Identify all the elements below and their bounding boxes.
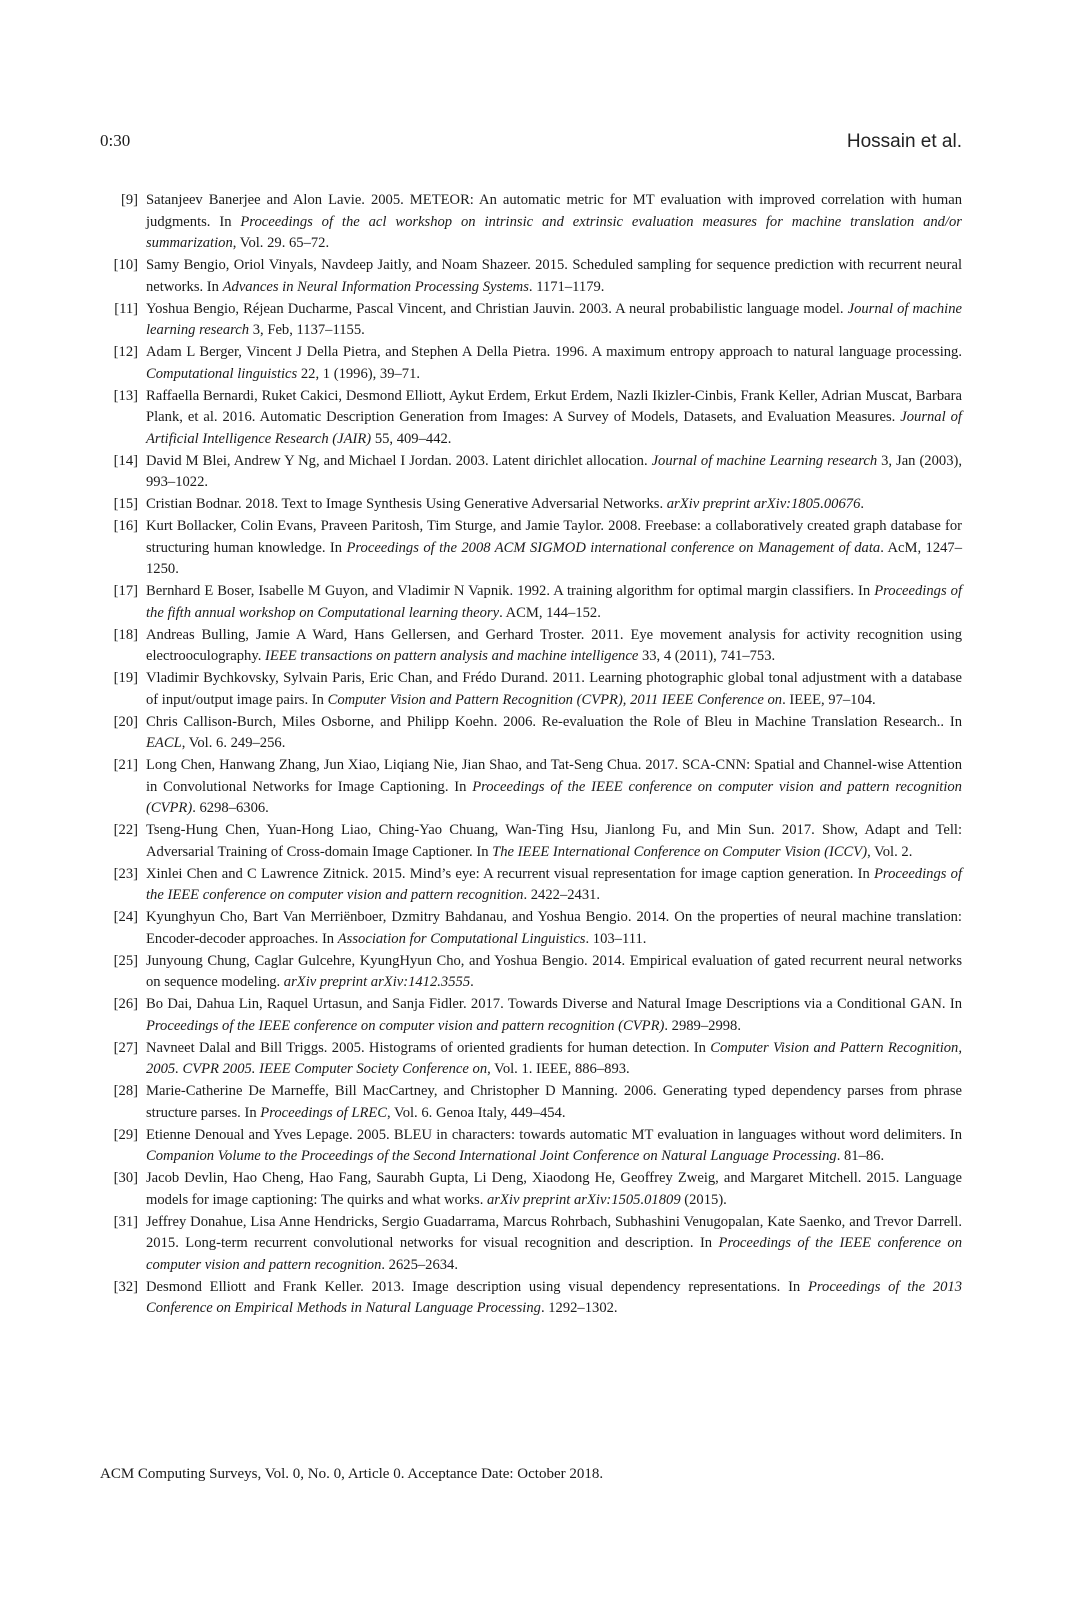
reference-citation: Junyoung Chung, Caglar Gulcehre, KyungHyun Cho, and Yoshua Bengio. 2014. Empirical evaluation of gated recurrent neural networks on sequence modeling. bbox=[146, 952, 962, 990]
reference-details: . 2422–2431. bbox=[523, 887, 601, 903]
reference-item bbox=[100, 581, 962, 624]
reference-venue: Journal of machine learning research bbox=[146, 300, 962, 338]
reference-text bbox=[146, 516, 962, 581]
reference-citation: Navneet Dalal and Bill Triggs. 2005. Histograms of oriented gradients for human detection. In bbox=[146, 1039, 711, 1056]
reference-citation: David M Blei, Andrew Y Ng, and Michael I Jordan. 2003. Latent dirichlet allocation. bbox=[146, 452, 652, 469]
reference-details: 22, 1 (1996), 39–71. bbox=[297, 365, 421, 382]
reference-text bbox=[146, 907, 962, 950]
reference-citation: Kurt Bollacker, Colin Evans, Praveen Paritosh, Tim Sturge, and Jamie Taylor. 2008. Freebase: a collaboratively created graph database for structuring human knowledge. In bbox=[146, 518, 962, 556]
reference-text bbox=[146, 820, 962, 863]
reference-text bbox=[146, 494, 962, 516]
reference-number: [11] bbox=[114, 300, 138, 317]
reference-number: [27] bbox=[113, 1039, 138, 1056]
reference-text bbox=[146, 668, 962, 711]
reference-number: [29] bbox=[113, 1126, 138, 1143]
reference-number: [19] bbox=[113, 670, 138, 686]
reference-text bbox=[146, 864, 962, 907]
reference-citation: Xinlei Chen and C Lawrence Zitnick. 2015. Mind’s eye: A recurrent visual representation for image caption generation. In bbox=[146, 865, 875, 882]
reference-citation: Etienne Denoual and Yves Lepage. 2005. BLEU in characters: towards automatic MT evaluation in languages without word delimiters. In bbox=[146, 1126, 962, 1143]
reference-number: [15] bbox=[113, 496, 138, 512]
reference-venue: Proceedings of the fifth annual workshop on Computational learning theory bbox=[146, 583, 963, 621]
reference-venue: Advances in Neural Information Processing Systems bbox=[222, 278, 529, 295]
reference-citation: Desmond Elliott and Frank Keller. 2013. Image description using visual dependency representations. In bbox=[146, 1278, 808, 1295]
reference-venue: Proceedings of the IEEE conference on computer vision and pattern recognition (CVPR) bbox=[146, 778, 962, 816]
reference-citation: Kyunghyun Cho, Bart Van Merriënboer, Dzmitry Bahdanau, and Yoshua Bengio. 2014. On the properties of neural machine translation: Encoder-decoder approaches. In bbox=[146, 909, 962, 947]
reference-number: [30] bbox=[113, 1170, 138, 1186]
reference-item bbox=[100, 516, 962, 581]
reference-item bbox=[100, 1081, 962, 1124]
reference-venue: arXiv preprint arXiv:1805.00676 bbox=[666, 496, 861, 512]
reference-text bbox=[146, 1168, 962, 1211]
reference-item bbox=[100, 625, 962, 668]
reference-details: 55, 409–442. bbox=[371, 430, 452, 447]
reference-item bbox=[100, 386, 962, 451]
reference-number: [26] bbox=[113, 996, 138, 1012]
reference-number: [25] bbox=[113, 952, 138, 969]
reference-text bbox=[146, 1212, 962, 1277]
reference-item bbox=[100, 755, 962, 820]
reference-details: . AcM, 1247–1250. bbox=[146, 539, 963, 577]
reference-details: . 2989–2998. bbox=[664, 1017, 741, 1034]
reference-details: 3, Jan (2003), 993–1022. bbox=[146, 452, 963, 490]
reference-text bbox=[146, 1125, 962, 1168]
reference-citation: Cristian Bodnar. 2018. Text to Image Synthesis Using Generative Adversarial Networks. bbox=[146, 496, 667, 512]
reference-venue: Proceedings of the 2013 Conference on Empirical Methods in Natural Language Processing bbox=[146, 1278, 962, 1316]
reference-number: [32] bbox=[113, 1278, 138, 1295]
reference-number: [9] bbox=[120, 192, 138, 208]
running-head-authors: Hossain et al. bbox=[846, 131, 962, 152]
reference-citation: Raffaella Bernardi, Ruket Cakici, Desmond Elliott, Aykut Erdem, Erkut Erdem, Nazli Ikizler-Cinbis, Frank Keller, Adrian Muscat, Barbara Plank, et al. 2016. Automatic Description Generation from Images: A Survey of Models, Datasets, and Evaluation Measures. bbox=[146, 387, 962, 425]
reference-details: . 1171–1179. bbox=[528, 278, 605, 295]
reference-venue: Proceedings of the IEEE conference on computer vision and pattern recognition bbox=[146, 1235, 962, 1273]
reference-text bbox=[146, 1277, 962, 1320]
reference-text bbox=[146, 255, 962, 298]
reference-details: . 81–86. bbox=[836, 1148, 885, 1164]
reference-number: [31] bbox=[113, 1213, 138, 1230]
reference-venue: Journal of Artificial Intelligence Research (JAIR) bbox=[146, 409, 962, 447]
reference-details: . IEEE, 97–104. bbox=[782, 691, 876, 708]
reference-citation: Marie-Catherine De Marneffe, Bill MacCartney, and Christopher D Manning. 2006. Generating typed dependency parses from phrase structure parses. In bbox=[146, 1083, 962, 1121]
reference-venue: Proceedings of the 2008 ACM SIGMOD international conference on Management of data bbox=[346, 539, 881, 556]
reference-text bbox=[146, 451, 962, 494]
reference-number: [23] bbox=[113, 865, 138, 882]
reference-item bbox=[100, 1277, 962, 1320]
reference-item bbox=[100, 951, 962, 994]
reference-text bbox=[146, 755, 962, 820]
reference-venue: Computer Vision and Pattern Recognition (CVPR), 2011 IEEE Conference on bbox=[327, 691, 783, 708]
reference-details: . ACM, 144–152. bbox=[499, 604, 601, 621]
reference-venue: arXiv preprint arXiv:1412.3555 bbox=[283, 974, 471, 990]
reference-citation: Satanjeev Banerjee and Alon Lavie. 2005. METEOR: An automatic metric for MT evaluation with improved correlation with human judgments. In bbox=[146, 192, 962, 230]
reference-details: , Vol. 6. 249–256. bbox=[181, 735, 286, 751]
reference-item bbox=[100, 1038, 962, 1081]
reference-number: [12] bbox=[113, 344, 138, 360]
reference-details: . 6298–6306. bbox=[192, 800, 269, 816]
reference-citation: Vladimir Bychkovsky, Sylvain Paris, Eric Chan, and Frédo Durand. 2011. Learning photographic global tonal adjustment with a database of input/output image pairs. In bbox=[146, 670, 962, 708]
reference-number: [10] bbox=[113, 257, 138, 273]
reference-details: . bbox=[470, 974, 474, 990]
reference-details: . 103–111. bbox=[585, 930, 647, 947]
reference-number: [21] bbox=[113, 757, 138, 773]
reference-venue: EACL bbox=[146, 735, 182, 751]
page-number: 0:30 bbox=[100, 131, 131, 150]
reference-item bbox=[100, 342, 962, 385]
reference-citation: Adam L Berger, Vincent J Della Pietra, and Stephen A Della Pietra. 1996. A maximum entropy approach to natural language processing. bbox=[146, 344, 962, 360]
reference-details: 3, Feb, 1137–1155. bbox=[249, 322, 365, 338]
reference-venue: IEEE transactions on pattern analysis and machine intelligence bbox=[265, 648, 639, 664]
reference-item bbox=[100, 494, 962, 516]
reference-text bbox=[146, 951, 962, 994]
reference-venue: Journal of machine Learning research bbox=[651, 452, 878, 469]
reference-number: [22] bbox=[113, 822, 138, 838]
reference-item bbox=[100, 1168, 962, 1211]
reference-citation: Andreas Bulling, Jamie A Ward, Hans Gellersen, and Gerhard Troster. 2011. Eye movement analysis for activity recognition using electrooculography. bbox=[146, 626, 962, 664]
reference-number: [24] bbox=[113, 909, 138, 925]
reference-citation: Chris Callison-Burch, Miles Osborne, and Philipp Koehn. 2006. Re-evaluation the Role of Bleu in Machine Translation Research.. In bbox=[146, 713, 962, 730]
reference-details: , Vol. 6. Genoa Italy, 449–454. bbox=[387, 1104, 566, 1121]
reference-item bbox=[100, 907, 962, 950]
reference-venue: Proceedings of the acl workshop on intrinsic and extrinsic evaluation measures for machine translation and/or summarization bbox=[146, 213, 962, 251]
reference-number: [18] bbox=[113, 626, 138, 643]
reference-details: (2015). bbox=[680, 1191, 727, 1208]
reference-item bbox=[100, 1212, 962, 1277]
reference-text bbox=[146, 581, 962, 624]
reference-item bbox=[100, 299, 962, 342]
reference-item bbox=[100, 190, 962, 255]
reference-details: 33, 4 (2011), 741–753. bbox=[638, 648, 776, 664]
reference-item bbox=[100, 451, 962, 494]
reference-text bbox=[146, 712, 962, 755]
reference-citation: Jacob Devlin, Hao Cheng, Hao Fang, Saurabh Gupta, Li Deng, Xiaodong He, Geoffrey Zweig, and Margaret Mitchell. 2015. Language models for image captioning: The quirks and what works. bbox=[146, 1170, 962, 1208]
reference-list bbox=[100, 190, 962, 1320]
reference-venue: Proceedings of LREC bbox=[260, 1104, 388, 1121]
reference-item bbox=[100, 994, 962, 1037]
reference-text bbox=[146, 994, 962, 1037]
reference-item bbox=[100, 1125, 962, 1168]
reference-number: [17] bbox=[113, 583, 138, 599]
reference-citation: Jeffrey Donahue, Lisa Anne Hendricks, Sergio Guadarrama, Marcus Rohrbach, Subhashini Venugopalan, Kate Saenko, and Trevor Darrell. 2015. Long-term recurrent convolutional networks for visual recognition and description. In bbox=[146, 1213, 962, 1251]
reference-venue: The IEEE International Conference on Computer Vision (ICCV) bbox=[492, 843, 868, 860]
reference-venue: arXiv preprint arXiv:1505.01809 bbox=[487, 1191, 681, 1208]
reference-details: . bbox=[860, 496, 865, 512]
reference-citation: Long Chen, Hanwang Zhang, Jun Xiao, Liqiang Nie, Jian Shao, and Tat-Seng Chua. 2017. SCA-CNN: Spatial and Channel-wise Attention in Convolutional Networks for Image Captioning. In bbox=[146, 757, 962, 795]
reference-venue: Proceedings of the IEEE conference on computer vision and pattern recognition bbox=[146, 865, 962, 903]
reference-text bbox=[146, 190, 962, 255]
reference-text bbox=[146, 386, 962, 451]
reference-text bbox=[146, 1038, 962, 1081]
reference-number: [14] bbox=[113, 452, 138, 469]
reference-venue: Association for Computational Linguistics bbox=[337, 930, 586, 947]
reference-venue: Proceedings of the IEEE conference on computer vision and pattern recognition (CVPR) bbox=[146, 1017, 665, 1034]
reference-item bbox=[100, 864, 962, 907]
reference-venue: Computer Vision and Pattern Recognition, 2005. CVPR 2005. IEEE Computer Society Conference on bbox=[146, 1039, 962, 1077]
reference-citation: Yoshua Bengio, Réjean Ducharme, Pascal Vincent, and Christian Jauvin. 2003. A neural probabilistic language model. bbox=[146, 300, 848, 317]
reference-item bbox=[100, 255, 962, 298]
reference-text bbox=[146, 342, 962, 385]
reference-text bbox=[146, 1081, 962, 1124]
reference-number: [20] bbox=[113, 713, 138, 730]
reference-number: [13] bbox=[113, 387, 138, 404]
reference-details: , Vol. 1. IEEE, 886–893. bbox=[487, 1061, 630, 1077]
reference-venue: Companion Volume to the Proceedings of the Second International Joint Conference on Natural Language Processing bbox=[146, 1148, 837, 1164]
reference-number: [16] bbox=[113, 518, 138, 534]
reference-item bbox=[100, 668, 962, 711]
reference-citation: Samy Bengio, Oriol Vinyals, Navdeep Jaitly, and Noam Shazeer. 2015. Scheduled sampling for sequence prediction with recurrent neural networks. In bbox=[146, 257, 962, 295]
reference-details: . 1292–1302. bbox=[540, 1300, 618, 1316]
reference-item bbox=[100, 712, 962, 755]
reference-details: , Vol. 29. 65–72. bbox=[232, 235, 330, 251]
reference-text bbox=[146, 625, 962, 668]
reference-citation: Bo Dai, Dahua Lin, Raquel Urtasun, and Sanja Fidler. 2017. Towards Diverse and Natural Image Descriptions via a Conditional GAN. In bbox=[146, 996, 962, 1012]
reference-item bbox=[100, 820, 962, 863]
reference-details: , Vol. 2. bbox=[867, 843, 913, 860]
reference-citation: Tseng-Hung Chen, Yuan-Hong Liao, Ching-Yao Chuang, Wan-Ting Hsu, Jianlong Fu, and Min Sun. 2017. Show, Adapt and Tell: Adversarial Training of Cross-domain Image Captioner. In bbox=[146, 822, 962, 860]
reference-number: [28] bbox=[113, 1083, 138, 1099]
reference-text bbox=[146, 299, 962, 342]
page-footer: ACM Computing Surveys, Vol. 0, No. 0, Article 0. Acceptance Date: October 2018. bbox=[100, 1466, 604, 1482]
reference-venue: Computational linguistics bbox=[146, 365, 298, 382]
reference-details: . 2625–2634. bbox=[381, 1256, 458, 1273]
reference-citation: Bernhard E Boser, Isabelle M Guyon, and Vladimir N Vapnik. 1992. A training algorithm for optimal margin classifiers. In bbox=[146, 583, 875, 599]
